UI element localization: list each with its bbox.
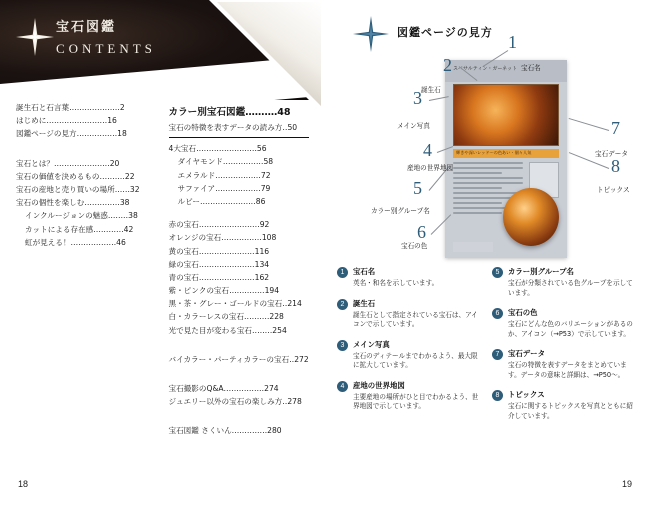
legend-description: 宝石が分類されている色グループを示しています。 <box>508 279 633 297</box>
toc-entry[interactable]: インクルージョンの魅惑‥‥‥‥38 <box>25 211 138 221</box>
legend-description: 主要産地の場所がひと目でわかるよう、世界地図で示しています。 <box>353 392 479 411</box>
mockup-subcaption-text: 輝きや深いレッド〜の色あい・個々人気 <box>456 150 532 155</box>
toc-entry[interactable]: ルビー‥‥‥‥‥‥‥‥‥‥‥86 <box>177 196 266 206</box>
toc-entry[interactable]: ダイヤモンド‥‥‥‥‥‥‥‥58 <box>177 157 274 167</box>
toc-entry[interactable]: 黄の宝石‥‥‥‥‥‥‥‥‥‥‥116 <box>168 246 270 256</box>
legend-body <box>353 339 482 371</box>
legend-body <box>508 266 637 298</box>
callout-number: 7 <box>611 118 620 138</box>
how-to-read-title: 図鑑ページの見方 <box>397 26 493 39</box>
legend-number-badge: 1 <box>337 267 348 278</box>
toc-spacer <box>16 144 155 160</box>
callout-label: 宝石の色 <box>401 242 428 250</box>
legend-title: 宝石名 <box>353 267 376 276</box>
legend-number-badge: 7 <box>492 349 503 360</box>
legend-item <box>492 307 637 339</box>
legend-body <box>508 389 637 421</box>
callout-label: 宝石名 <box>521 64 541 72</box>
toc-entry[interactable]: 宝石の個性を楽しむ‥‥‥‥‥‥‥38 <box>16 198 130 208</box>
toc-entry[interactable]: 宝石の産地と売り買いの場所‥‥‥32 <box>16 184 140 194</box>
toc-entry[interactable]: エメラルド‥‥‥‥‥‥‥‥‥72 <box>177 170 271 180</box>
legend-title: カラー別グループ名 <box>508 267 574 276</box>
legend-item <box>492 389 637 421</box>
toc-entry[interactable]: オレンジの宝石‥‥‥‥‥‥‥‥108 <box>168 233 277 243</box>
legend-number-badge: 6 <box>492 308 503 319</box>
legend-item <box>492 348 637 380</box>
legend-title: 宝石の色 <box>508 308 538 318</box>
legend-description: 宝石の特徴を表すデータをまとめています。データの意味と詳細は、→P50〜。 <box>508 361 627 379</box>
table-of-contents <box>0 104 325 474</box>
right-page <box>325 0 650 505</box>
mockup-gem-photo <box>503 188 559 246</box>
legend-title: 誕生石 <box>353 298 376 308</box>
toc-entry[interactable]: 宝石とは？‥‥‥‥‥‥‥‥‥‥‥20 <box>16 158 120 168</box>
callout-label: カラー別グループ名 <box>371 207 430 215</box>
callout-number: 3 <box>413 88 422 108</box>
legend-description: 英名・和名を示しています。 <box>353 279 439 287</box>
legend-body <box>353 266 482 289</box>
toc-entry[interactable]: 図鑑ページの見方‥‥‥‥‥‥‥‥18 <box>16 129 127 139</box>
legend-title: トピックス <box>508 390 545 400</box>
legend-number-badge: 2 <box>337 299 348 310</box>
toc-spacer <box>169 340 310 356</box>
toc-spacer <box>169 369 310 385</box>
callout-label: メイン写真 <box>397 122 430 130</box>
toc-entry[interactable]: 宝石の価値を決めるもの‥‥‥‥‥22 <box>16 171 135 181</box>
legend-body <box>508 307 637 339</box>
toc-entry[interactable]: 宝石撮影のQ&A‥‥‥‥‥‥‥‥274 <box>168 384 279 393</box>
legend-group <box>337 266 637 430</box>
legend-item <box>337 298 482 330</box>
legend-item <box>337 339 482 371</box>
contents-title-en: CONTENTS <box>56 41 156 56</box>
legend-column-right <box>492 266 637 430</box>
toc-entry[interactable]: 誕生石と石言葉‥‥‥‥‥‥‥‥‥‥2 <box>16 103 125 112</box>
toc-entry[interactable]: 4大宝石‥‥‥‥‥‥‥‥‥‥‥‥56 <box>168 144 267 154</box>
mockup-footer-block <box>453 242 493 252</box>
toc-entry[interactable]: 白・カラーレスの宝石‥‥‥‥‥228 <box>168 312 284 322</box>
callout-label: 宝石データ <box>595 150 628 158</box>
toc-entry[interactable]: 青の宝石‥‥‥‥‥‥‥‥‥‥‥162 <box>168 272 270 282</box>
legend-description: 宝石のディテールまでわかるよう、最大限に拡大しています。 <box>353 351 478 370</box>
toc-entry[interactable]: 赤の宝石‥‥‥‥‥‥‥‥‥‥‥‥92 <box>168 220 270 230</box>
legend-number-badge: 8 <box>492 390 503 401</box>
legend-item <box>492 266 637 298</box>
legend-description: 宝石に関するトピックスを写真とともに紹介しています。 <box>508 402 633 420</box>
legend-title: 宝石データ <box>508 349 545 359</box>
mockup-title-text: スペサルティン・ガーネット <box>453 66 518 72</box>
toc-entry[interactable]: 紫・ピンクの宝石‥‥‥‥‥‥‥194 <box>168 286 280 296</box>
legend-title: メイン写真 <box>353 339 390 349</box>
toc-entry[interactable]: 虹が見える！‥‥‥‥‥‥‥‥‥46 <box>25 237 126 247</box>
legend-title: 産地の世界地図 <box>353 380 405 390</box>
legend-number-badge: 5 <box>492 267 503 278</box>
star-burst-icon <box>353 16 389 52</box>
toc-section-title[interactable]: カラー別宝石図鑑‥‥‥‥‥48 <box>168 107 291 118</box>
toc-entry[interactable]: 光で見た目が変わる宝石‥‥‥‥254 <box>168 325 287 335</box>
sample-page-mockup <box>445 60 567 258</box>
toc-entry[interactable]: はじめに‥‥‥‥‥‥‥‥‥‥‥‥16 <box>16 116 117 126</box>
callout-number: 1 <box>508 32 517 52</box>
toc-spacer <box>169 411 310 427</box>
callout-label: トピックス <box>597 186 630 194</box>
callout-number: 8 <box>611 156 620 176</box>
toc-divider <box>169 137 310 138</box>
toc-section-subtitle[interactable]: 宝石の特徴を表すデータの読み方‥50 <box>168 123 298 132</box>
callout-number: 2 <box>443 55 452 75</box>
legend-column-left <box>337 266 482 430</box>
toc-column-1 <box>16 104 163 474</box>
callout-number: 4 <box>423 140 432 160</box>
toc-entry[interactable]: バイカラー・パーティカラーの宝石‥272 <box>168 354 309 364</box>
legend-body <box>508 348 637 380</box>
legend-number-badge: 3 <box>337 340 348 351</box>
callout-leader-line <box>569 118 609 131</box>
callout-number: 5 <box>413 178 422 198</box>
toc-entry[interactable]: ジュエリー以外の宝石の楽しみ方‥278 <box>168 397 302 407</box>
star-burst-icon <box>16 18 54 56</box>
page-number-left: 18 <box>18 479 29 489</box>
contents-title-jp: 宝石図鑑 <box>56 20 117 35</box>
page-curl-decoration <box>207 0 327 116</box>
toc-entry-index[interactable]: 宝石図鑑 さくいん‥‥‥‥‥‥‥280 <box>168 426 282 436</box>
legend-description: 誕生石として指定されている宝石は、アイコンで示しています。 <box>353 310 478 329</box>
legend-description: 宝石にどんな色のバリエーションがあるのか、アイコン（→P53）で示しています。 <box>508 320 633 338</box>
legend-body <box>353 380 482 412</box>
legend-item <box>337 380 482 412</box>
callout-number: 6 <box>417 222 426 242</box>
page-title <box>56 16 156 57</box>
page-number-right: 19 <box>621 479 632 489</box>
legend-body <box>353 298 482 330</box>
toc-entry[interactable]: 黒・茶・グレー・ゴールドの宝石‥214 <box>168 299 302 309</box>
toc-entry[interactable]: 緑の宝石‥‥‥‥‥‥‥‥‥‥‥134 <box>168 259 270 269</box>
legend-item <box>337 266 482 289</box>
mockup-main-photo <box>453 84 559 146</box>
callout-label: 産地の世界地図 <box>407 164 454 172</box>
toc-column-2 <box>163 104 310 474</box>
legend-number-badge: 4 <box>337 381 348 392</box>
toc-entry[interactable]: カットによる存在感‥‥‥‥‥‥42 <box>25 224 134 234</box>
toc-entry[interactable]: サファイア‥‥‥‥‥‥‥‥‥79 <box>177 183 271 193</box>
callout-label: 誕生石 <box>421 86 441 94</box>
